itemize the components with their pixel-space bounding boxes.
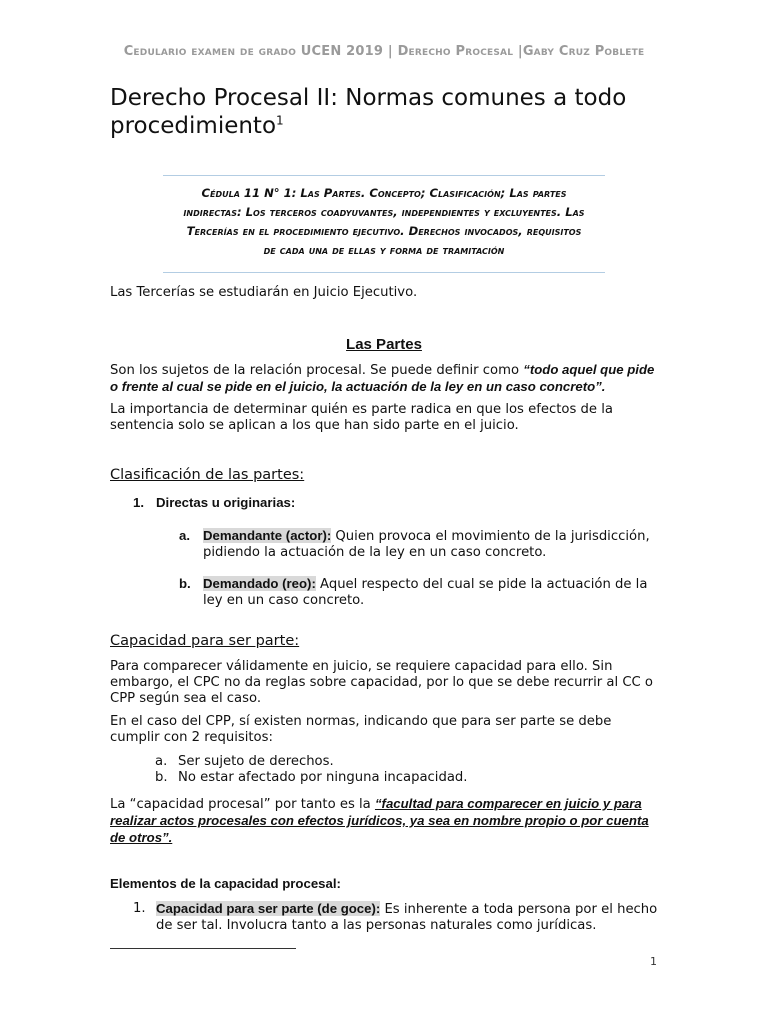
- list-marker: a.: [179, 528, 190, 543]
- list-marker: b.: [179, 576, 191, 591]
- list-item-capacidad-goce: [133, 901, 658, 934]
- subheading-elementos: Elementos de la capacidad procesal:: [110, 876, 341, 891]
- partes-importance-paragraph: La importancia de determinar quién es parte radica en que los efectos de la sentencia solo se aplican a los que han sido parte en el juicio.: [110, 402, 613, 433]
- term-demandante: Demandante (actor):: [203, 528, 332, 543]
- running-header: Cedulario examen de grado UCEN 2019 | Derecho Procesal |Gaby Cruz Poblete: [123, 44, 645, 59]
- list-item-requisito-a: [155, 754, 334, 770]
- section-heading-las-partes: Las Partes: [346, 336, 422, 353]
- list-item-demandado: [179, 576, 659, 609]
- footnote-separator: [110, 948, 296, 949]
- list-marker: 1.: [133, 901, 146, 916]
- page-number: 1: [650, 955, 657, 968]
- list-item-directas: [133, 495, 296, 512]
- list-item-text: Ser sujeto de derechos.: [178, 754, 334, 769]
- capacidad-procesal-paragraph: [110, 796, 658, 847]
- list-marker: 1.: [133, 495, 144, 510]
- list-item-body: [203, 576, 659, 609]
- cedula-line: de cada una de ellas y forma de tramitación: [263, 243, 505, 257]
- intro-paragraph: Las Tercerías se estudiarán en Juicio Ejecutivo.: [110, 285, 418, 300]
- partes-definition-quote: “todo aquel que pide o frente al cual se pide en el juicio, la actuación de la ley en un caso concreto”.: [110, 362, 655, 394]
- cedula-line: Tercerías en el procedimiento ejecutivo. Derechos invocados, requisitos: [186, 224, 582, 238]
- list-item-label: Directas u originarias:: [156, 495, 296, 510]
- list-marker: b.: [155, 770, 168, 785]
- subheading-clasificacion: Clasificación de las partes:: [110, 467, 305, 483]
- partes-definition-paragraph: [110, 362, 658, 396]
- subheading-capacidad: Capacidad para ser parte:: [110, 633, 300, 649]
- list-item-text: Es inherente a toda persona por el hecho de ser tal. Involucra tanto a las personas naturales como jurídicas.: [156, 902, 658, 933]
- page-title-text: Derecho Procesal II: Normas comunes a todo procedimiento: [110, 85, 627, 139]
- list-marker: a.: [155, 754, 168, 769]
- paragraph-text: Son los sujetos de la relación procesal. Se puede definir como: [110, 363, 524, 378]
- footnote-ref[interactable]: 1: [276, 113, 284, 128]
- paragraph-text: La “capacidad procesal” por tanto es la: [110, 797, 375, 812]
- cedula-box: [163, 175, 605, 273]
- capacidad-procesal-definition: “facultad para comparecer en juicio y para realizar actos procesales con efectos jurídicos, ya sea en nombre propio o por cuenta de otros”.: [110, 796, 649, 845]
- list-item-text: Aquel respecto del cual se pide la actuación de la ley en un caso concreto.: [203, 577, 648, 608]
- term-capacidad-goce: Capacidad para ser parte (de goce):: [156, 901, 381, 916]
- list-item-requisito-b: [155, 770, 468, 786]
- cedula-line: Cédula 11 N° 1: Las Partes. Concepto; Clasificación; Las partes: [201, 186, 567, 200]
- capacidad-paragraph-2: En el caso del CPP, sí existen normas, indicando que para ser parte se debe cumplir con 2 requisitos:: [110, 714, 612, 745]
- list-item-text: No estar afectado por ninguna incapacidad.: [178, 770, 468, 785]
- capacidad-paragraph-1: Para comparecer válidamente en juicio, se requiere capacidad para ello. Sin embargo, el CPC no da reglas sobre capacidad, por lo que se debe recurrir al CC o CPP según sea el caso.: [110, 659, 653, 706]
- list-item-body: [156, 901, 658, 934]
- list-item-text: Quien provoca el movimiento de la jurisdicción, pidiendo la actuación de la ley en un caso concreto.: [203, 529, 650, 560]
- term-demandado: Demandado (reo):: [203, 576, 316, 591]
- page-title: [110, 84, 670, 140]
- cedula-line: indirectas: Los terceros coadyuvantes, independientes y excluyentes. Las: [183, 205, 585, 219]
- list-item-body: [203, 528, 659, 561]
- list-item-demandante: [179, 528, 659, 561]
